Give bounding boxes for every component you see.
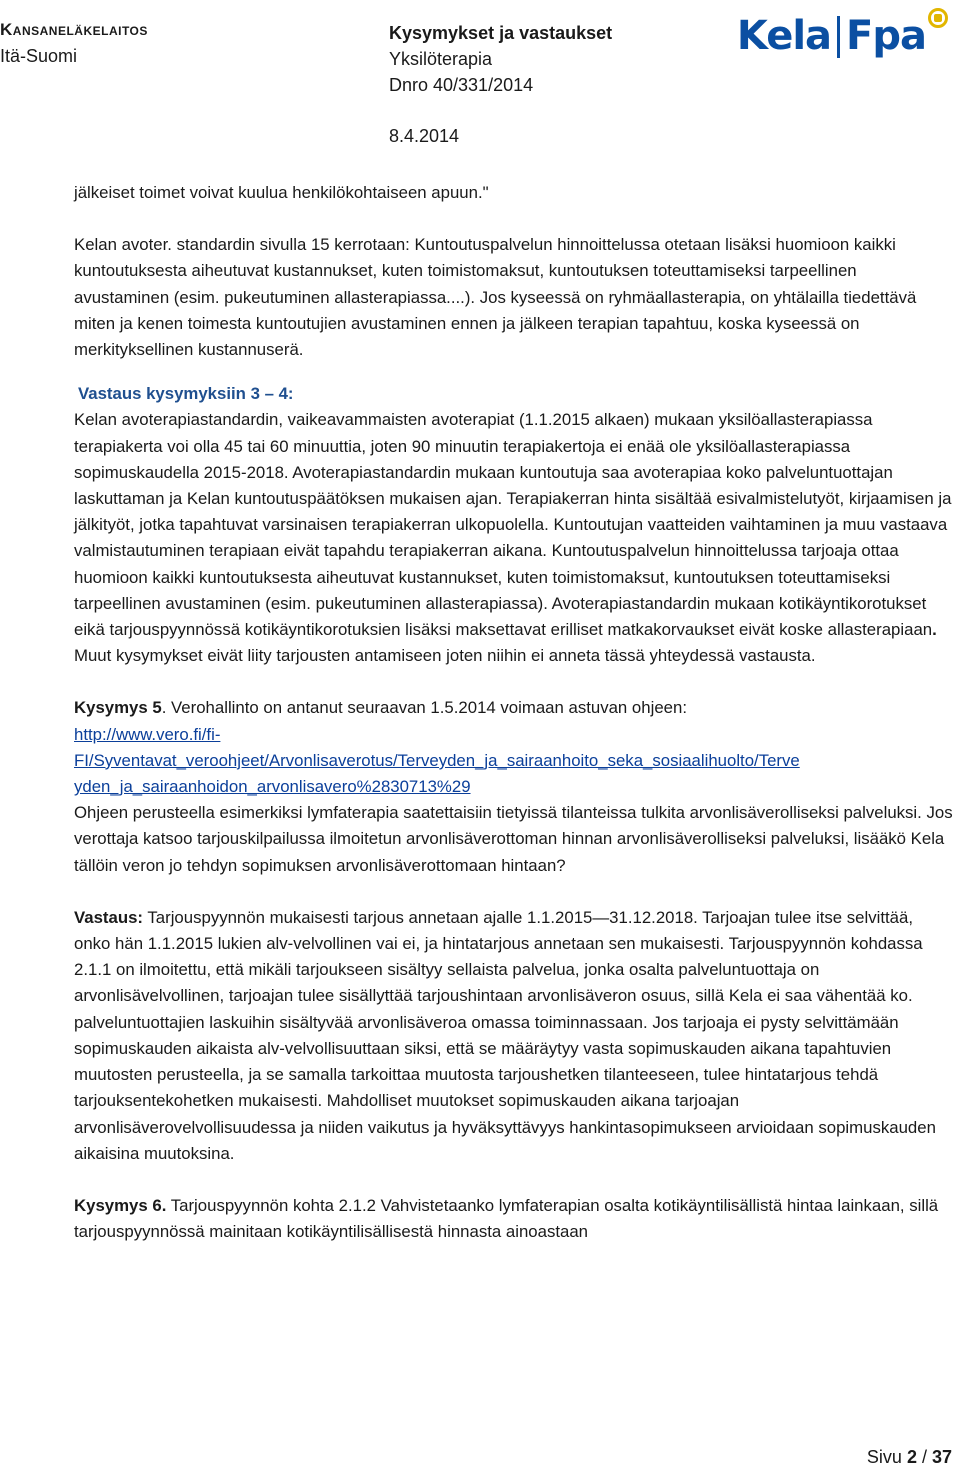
page-header [0,0,960,160]
document-body [74,180,954,1245]
answer-3-4-tail: Muut kysymykset eivät liity tarjousten antamiseen joten niihin ei anneta tässä yhteydessä vastausta. [74,646,816,666]
question-5-body: Ohjeen perusteella esimerkiksi lymfaterapia saatettaisiin tietyissä tilanteissa tulkita arvonlisäverolliseksi palveluksi. Jos verottaja katsoo tarjouskilpailussa ilmoitetun arvonlisäverottoman hinnan arvonlisäverolliseksi palveluksi, lisääkö Kela tällöin veron jo tehdyn sopimuksen arvonlisäverottomaan hintaan? [74,803,953,875]
organization-name: Kansaneläkelaitos [0,20,148,39]
answer-3-4-heading: Vastaus kysymyksiin 3 – 4: [78,384,294,404]
question-6 [74,1193,954,1245]
question-5-dot: . [161,698,167,718]
vero-link-line3[interactable]: yden_ja_sairaanhoidon_arvonlisavero%2830713%29 [74,777,471,797]
answer-3-4-body: Kelan avoterapiastandardin, vaikeavammaisten avoterapiat (1.1.2015 alkaen) mukaan yksilöallasterapiassa terapiakerta voi olla 45 tai 60 minuuttia, joten 90 minuutin terapiakertoja ei enää ole yksilöallasterapiassa sopimuskaudella 2015-2018. Avoterapiastandardin mukaan kuntoutuja saa avoterapiaa koko palveluntuottajan laskuttaman ja Kelan kuntoutuspäätöksen mukaisen ajan. Terapiakerran hinta sisältää esivalmistelutyöt, kirjaamisen ja jälkityöt, jotka tapahtuvat varsinaisen terapiakerran ulkopuolella. Kuntoutujan vaatteiden vaihtaminen ja muu vastaava valmistautuminen terapiaan eivät tapahdu terapiakerran aikana. Kuntoutuspalvelun hinnoittelussa tarjoaja ottaa huomioon kaikki kuntoutuksesta aiheutuvat kustannukset, kuten toimistomaksut, kuntoutuksen toteuttamiseksi tarpeellinen avustaminen (esim. pukeutuminen allasterapiassa). Avoterapiastandardin mukaan kotikäyntikorotukset eikä tarjouspyynnössä kotikäyntikorotuksien lisäksi maksettavat erilliset matkakorvaukset eivät koske allasterapiaan [74,410,952,640]
page-number-separator: / [916,1447,932,1467]
question-5-label: Kysymys 5 [74,698,162,718]
page-number-prefix: Sivu [866,1447,907,1467]
page-number-total: 37 [931,1447,952,1467]
paragraph-standard-quote-part2: Jos kyseessä on ryhmäallasterapia, on yhtälailla tiedettävä miten ja kenen toimesta kuntoutujien avustaminen ennen ja jälkeen terapian tapahtuu, koska kyseessä on merkityksellinen kustannuserä. [74,287,917,360]
logo-separator [837,16,840,58]
question-5 [74,695,954,878]
question-6-body: Tarjouspyynnön kohta 2.1.2 Vahvistetaanko lymfaterapian osalta kotikäyntilisällistä hintaa lainkaan, sillä tarjouspyynnössä mainitaan kotikäyntilisällisestä hinnasta ainoastaan [74,1195,939,1242]
document-info [389,20,612,98]
paragraph-intro: jälkeiset toimet voivat kuulua henkilökohtaiseen apuun." [74,183,489,202]
document-title: Kysymykset ja vastaukset [389,23,613,43]
document-date: 8.4.2014 [389,126,460,146]
logo-text-kela: Kela [736,13,832,59]
document-subtitle: Yksilöterapia [389,49,493,69]
kela-fpa-logo [737,6,948,66]
document-reference: Dnro 40/331/2014 [389,75,534,95]
crown-icon [928,8,948,28]
question-6-label: Kysymys 6. [74,1195,167,1215]
answer-5 [74,905,954,1167]
vero-link-line1[interactable]: http://www.vero.fi/fi- [74,724,221,744]
organization-region: Itä-Suomi [0,46,78,66]
page-number [867,1447,952,1468]
answer-5-label: Vastaus: [74,907,144,927]
vero-link-line2[interactable]: FI/Syventavat_veroohjeet/Arvonlisaverotus/Terveyden_ja_sairaanhoito_seka_sosiaalihuolto/Terve [74,750,800,770]
paragraph-standard-quote-part1: Kelan avoter. standardin sivulla 15 kerrotaan: Kuntoutuspalvelun hinnoittelussa otetaan lisäksi huomioon kaikki kuntoutuksesta aiheutuvat kustannukset, kuten toimistomaksut, kuntoutuksen toteuttamiseksi tarpeellinen avustaminen (esim. pukeutuminen allasterapiassa....). [74,235,896,307]
question-5-intro: Verohallinto on antanut seuraavan 1.5.2014 voimaan astuvan ohjeen: [166,698,687,718]
answer-5-body: Tarjouspyynnön mukaisesti tarjous annetaan ajalle 1.1.2015—31.12.2018. Tarjoajan tulee itse selvittää, onko hän 1.1.2015 lukien alv-velvollinen vai ei, ja hintatarjous annetaan sen mukaisesti. Tarjouspyynnön kohdassa 2.1.1 on ilmoitettu, että mikäli tarjoukseen sisältyy sellaista palvelua, jonka osalta palveluntuottaja on arvonlisävelvollinen, tarjoajan tulee sisällyttää tarjoushintaan arvonlisäveron osuus, sillä Kela ei saa vähentää ko. palveluntuottajien laskuihin sisältyvää arvonlisäveroa omassa toiminnassaan. Jos tarjoaja ei pysty selvittämään sopimuskauden aikaista alv-velvollisuuttaan siksi, että se määräytyy vasta sopimuskauden aikana tapahtuvien muutosten perusteella, ja se samalla tarkoittaa muutosta tarjoushetken tilanteeseen, tulee hintatarjous tehdä tarjouksentekohetken mukaisesti. Mahdolliset muutokset sopimuskauden aikana tarjoajan arvonlisäverovelvollisuudessa ja niiden vaikutus ja hyväksyttävyys hankintasopimukseen arvioidaan sopimuskauden aikaisina muutoksina. [74,907,936,1163]
answer-3-4-dot: . [932,620,937,640]
logo-text-fpa: Fpa [846,13,926,59]
answer-3-4-text [74,407,954,669]
page-number-current: 2 [906,1447,917,1467]
paragraph-standard-quote [74,232,954,363]
